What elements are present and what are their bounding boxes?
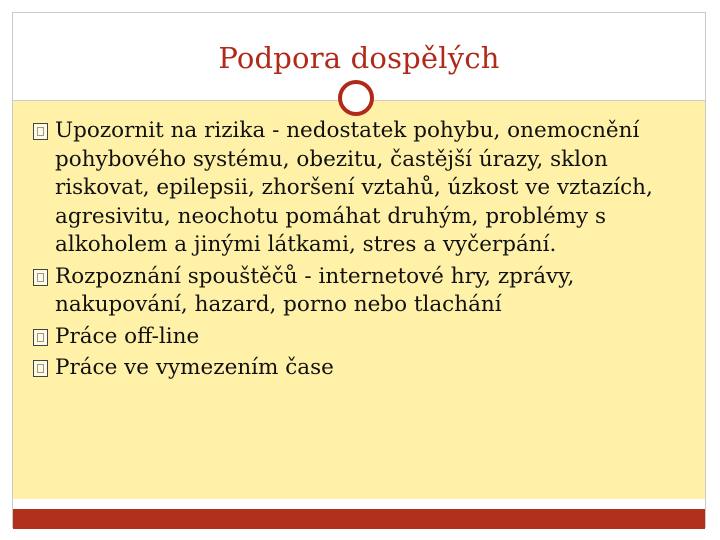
bullet-box-icon <box>33 329 48 346</box>
bullet-item <box>33 117 673 260</box>
bullet-box-icon <box>33 269 48 286</box>
bullet-item <box>33 354 673 383</box>
ring-ornament-icon <box>338 80 374 116</box>
bullet-text: Upozornit na rizika - nedostatek pohybu, onemocnění pohybového systému, obezitu, častější úrazy, sklon riskovat, epilepsii, zhoršení vztahů, úzkost ve vztazích, agresivitu, neochotu pomáhat druhým, problémy s alkoholem a jinými látkami, stres a vyčerpání. <box>55 118 653 257</box>
bullet-item <box>33 323 673 352</box>
bullet-item <box>33 263 673 320</box>
bullet-text: Rozpoznání spouštěčů - internetové hry, zprávy, nakupování, hazard, porno nebo tlachání <box>55 263 575 317</box>
bullet-box-icon <box>33 360 48 377</box>
bullet-list <box>33 117 673 386</box>
slide <box>12 12 706 528</box>
bullet-text: Práce off-line <box>55 323 200 349</box>
bottom-band <box>13 509 705 529</box>
bullet-box-icon <box>33 123 48 140</box>
bullet-text: Práce ve vymezením čase <box>55 355 334 380</box>
slide-title: Podpora dospělých <box>218 41 500 75</box>
